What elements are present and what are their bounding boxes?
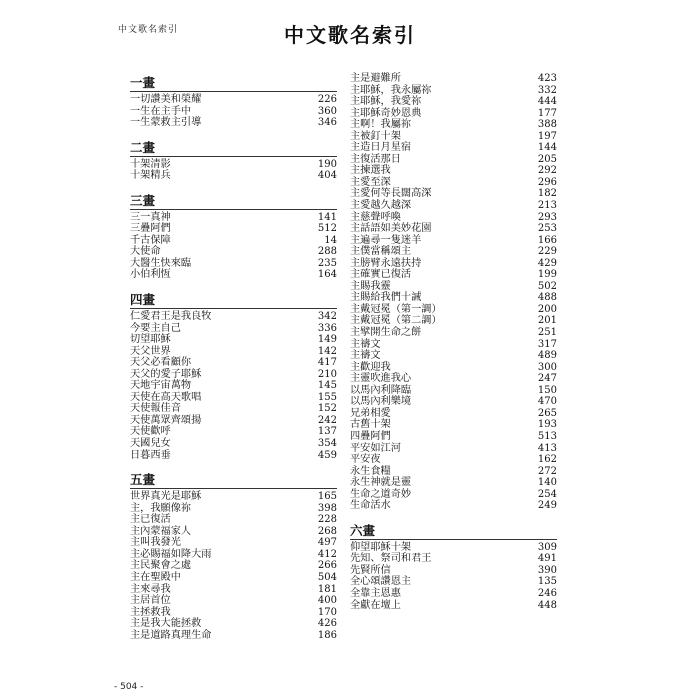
index-entry [350, 553, 557, 565]
stroke-count-heading [130, 191, 337, 210]
song-page-number: 293 [537, 211, 557, 223]
song-page-number: 400 [317, 595, 337, 607]
song-title: 主禱文 [350, 350, 381, 362]
song-title: 三疊阿們 [130, 223, 171, 235]
song-page-number: 336 [317, 322, 337, 334]
heading-label: 四畫 [130, 292, 156, 308]
song-title: 生命之道奇妙 [350, 488, 412, 500]
song-page-number: 251 [537, 327, 557, 339]
song-title: 十架清影 [130, 158, 171, 170]
song-title: 天國兒女 [130, 438, 171, 450]
song-title: 主愛至深 [350, 176, 391, 188]
song-page-number: 193 [537, 419, 557, 431]
song-title: 日暮西垂 [130, 449, 171, 461]
index-entry [350, 85, 557, 97]
song-page-number: 149 [317, 334, 337, 346]
stroke-count-heading [130, 470, 337, 489]
song-page-number: 309 [537, 541, 557, 553]
song-title: 主內蒙福家人 [130, 525, 192, 537]
song-page-number: 300 [537, 361, 557, 373]
song-title: 先賢所信 [350, 564, 391, 576]
song-title: 主居首位 [130, 595, 171, 607]
song-page-number: 317 [537, 338, 557, 350]
index-entry [350, 315, 557, 327]
song-page-number: 141 [317, 211, 337, 223]
song-page-number: 423 [537, 73, 557, 84]
song-page-number: 228 [317, 514, 337, 526]
index-entry [350, 454, 557, 466]
song-page-number: 497 [317, 537, 337, 549]
song-page-number: 404 [317, 170, 337, 182]
song-page-number: 249 [537, 500, 557, 512]
song-page-number: 412 [317, 548, 337, 560]
song-page-number: 491 [537, 553, 557, 565]
index-entry [350, 235, 557, 247]
index-entry [130, 223, 337, 235]
stroke-count-heading [130, 73, 337, 92]
index-entry [350, 269, 557, 281]
index-entry [130, 426, 337, 438]
index-entry [350, 396, 557, 408]
index-entry [130, 415, 337, 427]
song-page-number: 254 [537, 488, 557, 500]
stroke-count-heading [130, 290, 337, 309]
index-entry [350, 466, 557, 478]
song-title: 大使命 [130, 246, 161, 258]
stroke-count-heading [350, 521, 557, 540]
song-title: 主在聖殿中 [130, 571, 181, 583]
song-title: 主賜我靈 [350, 280, 391, 292]
song-page-number: 502 [537, 280, 557, 292]
song-title: 天使在高天歌唱 [130, 391, 202, 403]
index-entry [350, 500, 557, 512]
song-page-number: 242 [317, 414, 337, 426]
song-title: 主戴冠冕（第二調） [350, 315, 442, 327]
song-title: 兄弟相愛 [350, 407, 391, 419]
index-entry [130, 311, 337, 323]
song-title: 全靠主恩惠 [350, 587, 401, 599]
index-entry [130, 618, 337, 630]
index-entry [130, 323, 337, 335]
song-page-number: 470 [537, 396, 557, 408]
index-entry [350, 154, 557, 166]
index-entry [130, 572, 337, 584]
song-title: 一切讚美和榮耀 [130, 94, 202, 105]
song-title: 十架精兵 [130, 170, 171, 182]
index-entry [350, 339, 557, 351]
song-title: 主僕當稱頌主 [350, 246, 412, 258]
song-title: 主歡迎我 [350, 361, 391, 373]
song-page-number: 181 [317, 583, 337, 595]
song-title: 主愛何等長闊高深 [350, 188, 432, 200]
song-page-number: 388 [537, 119, 557, 131]
song-title: 永生神就是靈 [350, 477, 412, 489]
song-title: 主必賜福如降大雨 [130, 548, 212, 560]
song-title: 主叫我發光 [130, 537, 181, 549]
index-entry [350, 373, 557, 385]
song-title: 主來尋我 [130, 583, 171, 595]
heading-label: 一畫 [130, 75, 156, 90]
index-entry [130, 537, 337, 549]
index-entry [130, 357, 337, 369]
index-entry [350, 246, 557, 258]
index-entry [350, 350, 557, 362]
song-title: 主膀臂永遠扶持 [350, 257, 422, 269]
song-page-number: 268 [317, 525, 337, 537]
index-entry [350, 443, 557, 455]
song-page-number: 247 [537, 373, 557, 385]
song-page-number: 229 [537, 246, 557, 258]
song-title: 今要主自己 [130, 322, 181, 334]
song-page-number: 444 [537, 96, 557, 108]
song-title: 四疊阿們 [350, 430, 391, 442]
song-title: 主拯救我 [130, 606, 171, 618]
index-entry [130, 403, 337, 415]
index-entry [350, 304, 557, 316]
index-entry [130, 549, 337, 561]
song-page-number: 205 [537, 153, 557, 165]
section-spacer [130, 281, 337, 290]
song-title: 主啊！我屬祢 [350, 119, 412, 131]
section-spacer [350, 512, 557, 521]
song-page-number: 488 [537, 292, 557, 304]
index-entry [130, 392, 337, 404]
index-entry [130, 159, 337, 171]
song-title: 主造日月星宿 [350, 142, 412, 154]
song-title: 先知、祭司和君王 [350, 553, 432, 565]
song-page-number: 266 [317, 560, 337, 572]
index-entry [350, 177, 557, 189]
index-entry [350, 200, 557, 212]
index-entry [350, 600, 557, 612]
song-title: 以馬內利樂境 [350, 396, 412, 408]
song-page-number: 165 [317, 491, 337, 503]
index-entry [350, 327, 557, 339]
page-number: - 504 - [114, 682, 144, 692]
section-spacer [130, 461, 337, 470]
heading-label: 五畫 [130, 472, 156, 488]
song-title: 主遍尋一隻迷羊 [350, 234, 422, 246]
index-entry [350, 73, 557, 85]
song-title: 一生蒙救主引導 [130, 117, 202, 129]
song-title: 一生在主手中 [130, 105, 192, 117]
song-title: 天父世界 [130, 345, 171, 357]
song-title: 主是我大能拯救 [130, 618, 202, 630]
index-column-right [350, 73, 557, 611]
index-entry [350, 258, 557, 270]
index-entry [130, 212, 337, 224]
index-entry [130, 584, 337, 596]
song-title: 大醫生快來臨 [130, 257, 192, 269]
index-entry [130, 246, 337, 258]
song-title: 主擘開生命之餅 [350, 327, 422, 339]
song-page-number: 342 [317, 311, 337, 323]
index-entry [350, 588, 557, 600]
song-page-number: 162 [537, 454, 557, 466]
index-entry [350, 431, 557, 443]
index-entry [350, 292, 557, 304]
song-title: 主是道路真理生命 [130, 629, 212, 641]
song-title: 天使報佳音 [130, 403, 181, 415]
song-page-number: 246 [537, 587, 557, 599]
index-entry [350, 565, 557, 577]
song-title: 主復活那日 [350, 153, 401, 165]
index-entry [130, 235, 337, 247]
index-entry [130, 560, 337, 572]
index-entry [130, 334, 337, 346]
page-title: 中文歌名索引 [284, 23, 416, 47]
index-entry [350, 188, 557, 200]
song-title: 主耶穌，我愛祢 [350, 96, 422, 108]
index-entry [350, 385, 557, 397]
index-entry [350, 131, 557, 143]
index-entry [130, 369, 337, 381]
song-title: 全獻在壇上 [350, 599, 401, 611]
song-title: 主話語如美妙花園 [350, 223, 432, 235]
index-entry [130, 117, 337, 129]
song-page-number: 390 [537, 564, 557, 576]
index-entry [130, 595, 337, 607]
song-page-number: 201 [537, 315, 557, 327]
index-entry [350, 576, 557, 588]
index-entry [350, 223, 557, 235]
song-title: 以馬內利降臨 [350, 384, 412, 396]
song-title: 古舊十架 [350, 419, 391, 431]
index-entry [350, 119, 557, 131]
song-page-number: 235 [317, 257, 337, 269]
song-title: 生命活水 [350, 500, 391, 512]
song-page-number: 135 [537, 576, 557, 588]
index-entry [350, 142, 557, 154]
song-title: 千古保障 [130, 234, 171, 246]
index-entry [130, 94, 337, 106]
song-page-number: 226 [317, 94, 337, 105]
song-title: 仁愛君王是我良牧 [130, 311, 212, 323]
song-title: 天使歡呼 [130, 426, 171, 438]
song-page-number: 150 [537, 384, 557, 396]
song-page-number: 155 [317, 391, 337, 403]
song-page-number: 296 [537, 176, 557, 188]
song-page-number: 186 [317, 629, 337, 641]
song-page-number: 182 [537, 188, 557, 200]
song-page-number: 413 [537, 442, 557, 454]
song-title: 切望耶穌 [130, 334, 171, 346]
index-entry [350, 281, 557, 293]
index-entry [350, 165, 557, 177]
index-entry [130, 503, 337, 515]
song-page-number: 166 [537, 234, 557, 246]
song-title: 世界真光是耶穌 [130, 491, 202, 503]
index-entry [130, 526, 337, 538]
song-page-number: 360 [317, 105, 337, 117]
song-page-number: 489 [537, 350, 557, 362]
index-entry [130, 438, 337, 450]
song-page-number: 152 [317, 403, 337, 415]
song-page-number: 144 [537, 142, 557, 154]
index-entry [130, 258, 337, 270]
song-title: 主被釘十架 [350, 130, 401, 142]
index-entry [350, 477, 557, 489]
song-title: 天父的愛子耶穌 [130, 368, 202, 380]
index-entry [350, 212, 557, 224]
song-page-number: 398 [317, 502, 337, 514]
song-title: 主賜給我們十誡 [350, 292, 422, 304]
song-title: 全心頌讚恩主 [350, 576, 412, 588]
song-page-number: 177 [537, 107, 557, 119]
song-page-number: 288 [317, 246, 337, 258]
song-page-number: 164 [317, 269, 337, 281]
section-spacer [130, 182, 337, 191]
song-page-number: 145 [317, 380, 337, 392]
running-head: 中文歌名索引 [118, 25, 179, 35]
song-page-number: 459 [317, 449, 337, 461]
song-title: 主耶穌奇妙恩典 [350, 107, 422, 119]
song-page-number: 200 [537, 303, 557, 315]
song-title: 主靈吹進我心 [350, 373, 412, 385]
index-entry [350, 108, 557, 120]
index-entry [130, 170, 337, 182]
song-page-number: 170 [317, 606, 337, 618]
stroke-count-heading [130, 138, 337, 157]
song-title: 天地宇宙萬物 [130, 380, 192, 392]
song-title: 主愛越久越深 [350, 200, 412, 212]
index-entry [350, 408, 557, 420]
index-entry [130, 380, 337, 392]
song-page-number: 213 [537, 200, 557, 212]
song-page-number: 197 [537, 130, 557, 142]
song-page-number: 199 [537, 269, 557, 281]
song-page-number: 504 [317, 571, 337, 583]
song-page-number: 265 [537, 407, 557, 419]
song-title: 永生食糧 [350, 465, 391, 477]
song-page-number: 253 [537, 223, 557, 235]
song-page-number: 417 [317, 357, 337, 369]
song-title: 主揀選我 [350, 165, 391, 177]
song-page-number: 354 [317, 438, 337, 450]
song-page-number: 346 [317, 117, 337, 129]
index-entry [130, 607, 337, 619]
song-page-number: 142 [317, 345, 337, 357]
song-page-number: 426 [317, 618, 337, 630]
song-page-number: 448 [537, 599, 557, 611]
song-title: 主，我願像祢 [130, 502, 192, 514]
song-page-number: 513 [537, 430, 557, 442]
index-column-left [130, 73, 337, 641]
index-entry [130, 491, 337, 503]
song-title: 主禱文 [350, 338, 381, 350]
song-page-number: 272 [537, 465, 557, 477]
heading-label: 六畫 [350, 522, 376, 538]
index-entry [130, 630, 337, 642]
heading-label: 三畫 [130, 192, 156, 208]
song-page-number: 512 [317, 223, 337, 235]
index-entry [130, 269, 337, 281]
song-title: 主已復活 [130, 514, 171, 526]
song-title: 主民聚會之處 [130, 560, 192, 572]
song-title: 天使萬眾齊頌揚 [130, 414, 202, 426]
song-title: 三一真神 [130, 211, 171, 223]
song-page-number: 210 [317, 368, 337, 380]
song-page-number: 140 [537, 477, 557, 489]
song-title: 主是避難所 [350, 73, 401, 84]
section-spacer [130, 129, 337, 138]
heading-label: 二畫 [130, 139, 156, 155]
song-title: 平安夜 [350, 454, 381, 466]
song-title: 主慈聲呼喚 [350, 211, 401, 223]
song-page-number: 190 [317, 158, 337, 170]
index-entry [350, 96, 557, 108]
song-page-number: 137 [317, 426, 337, 438]
song-title: 天父必看顧你 [130, 357, 192, 369]
song-page-number: 332 [537, 84, 557, 96]
song-title: 主耶穌，我永屬祢 [350, 84, 432, 96]
index-entry [130, 106, 337, 118]
index-entry [130, 514, 337, 526]
song-page-number: 429 [537, 257, 557, 269]
index-entry [350, 489, 557, 501]
song-page-number: 14 [324, 234, 337, 246]
index-entry [350, 542, 557, 554]
song-title: 仰望耶穌十架 [350, 541, 412, 553]
index-entry [130, 450, 337, 462]
song-title: 主戴冠冕（第一調） [350, 303, 442, 315]
song-title: 小伯利恆 [130, 269, 171, 281]
song-title: 平安如江河 [350, 442, 401, 454]
song-page-number: 292 [537, 165, 557, 177]
index-entry [130, 346, 337, 358]
song-title: 主確實已復活 [350, 269, 412, 281]
index-entry [350, 419, 557, 431]
index-entry [350, 362, 557, 374]
